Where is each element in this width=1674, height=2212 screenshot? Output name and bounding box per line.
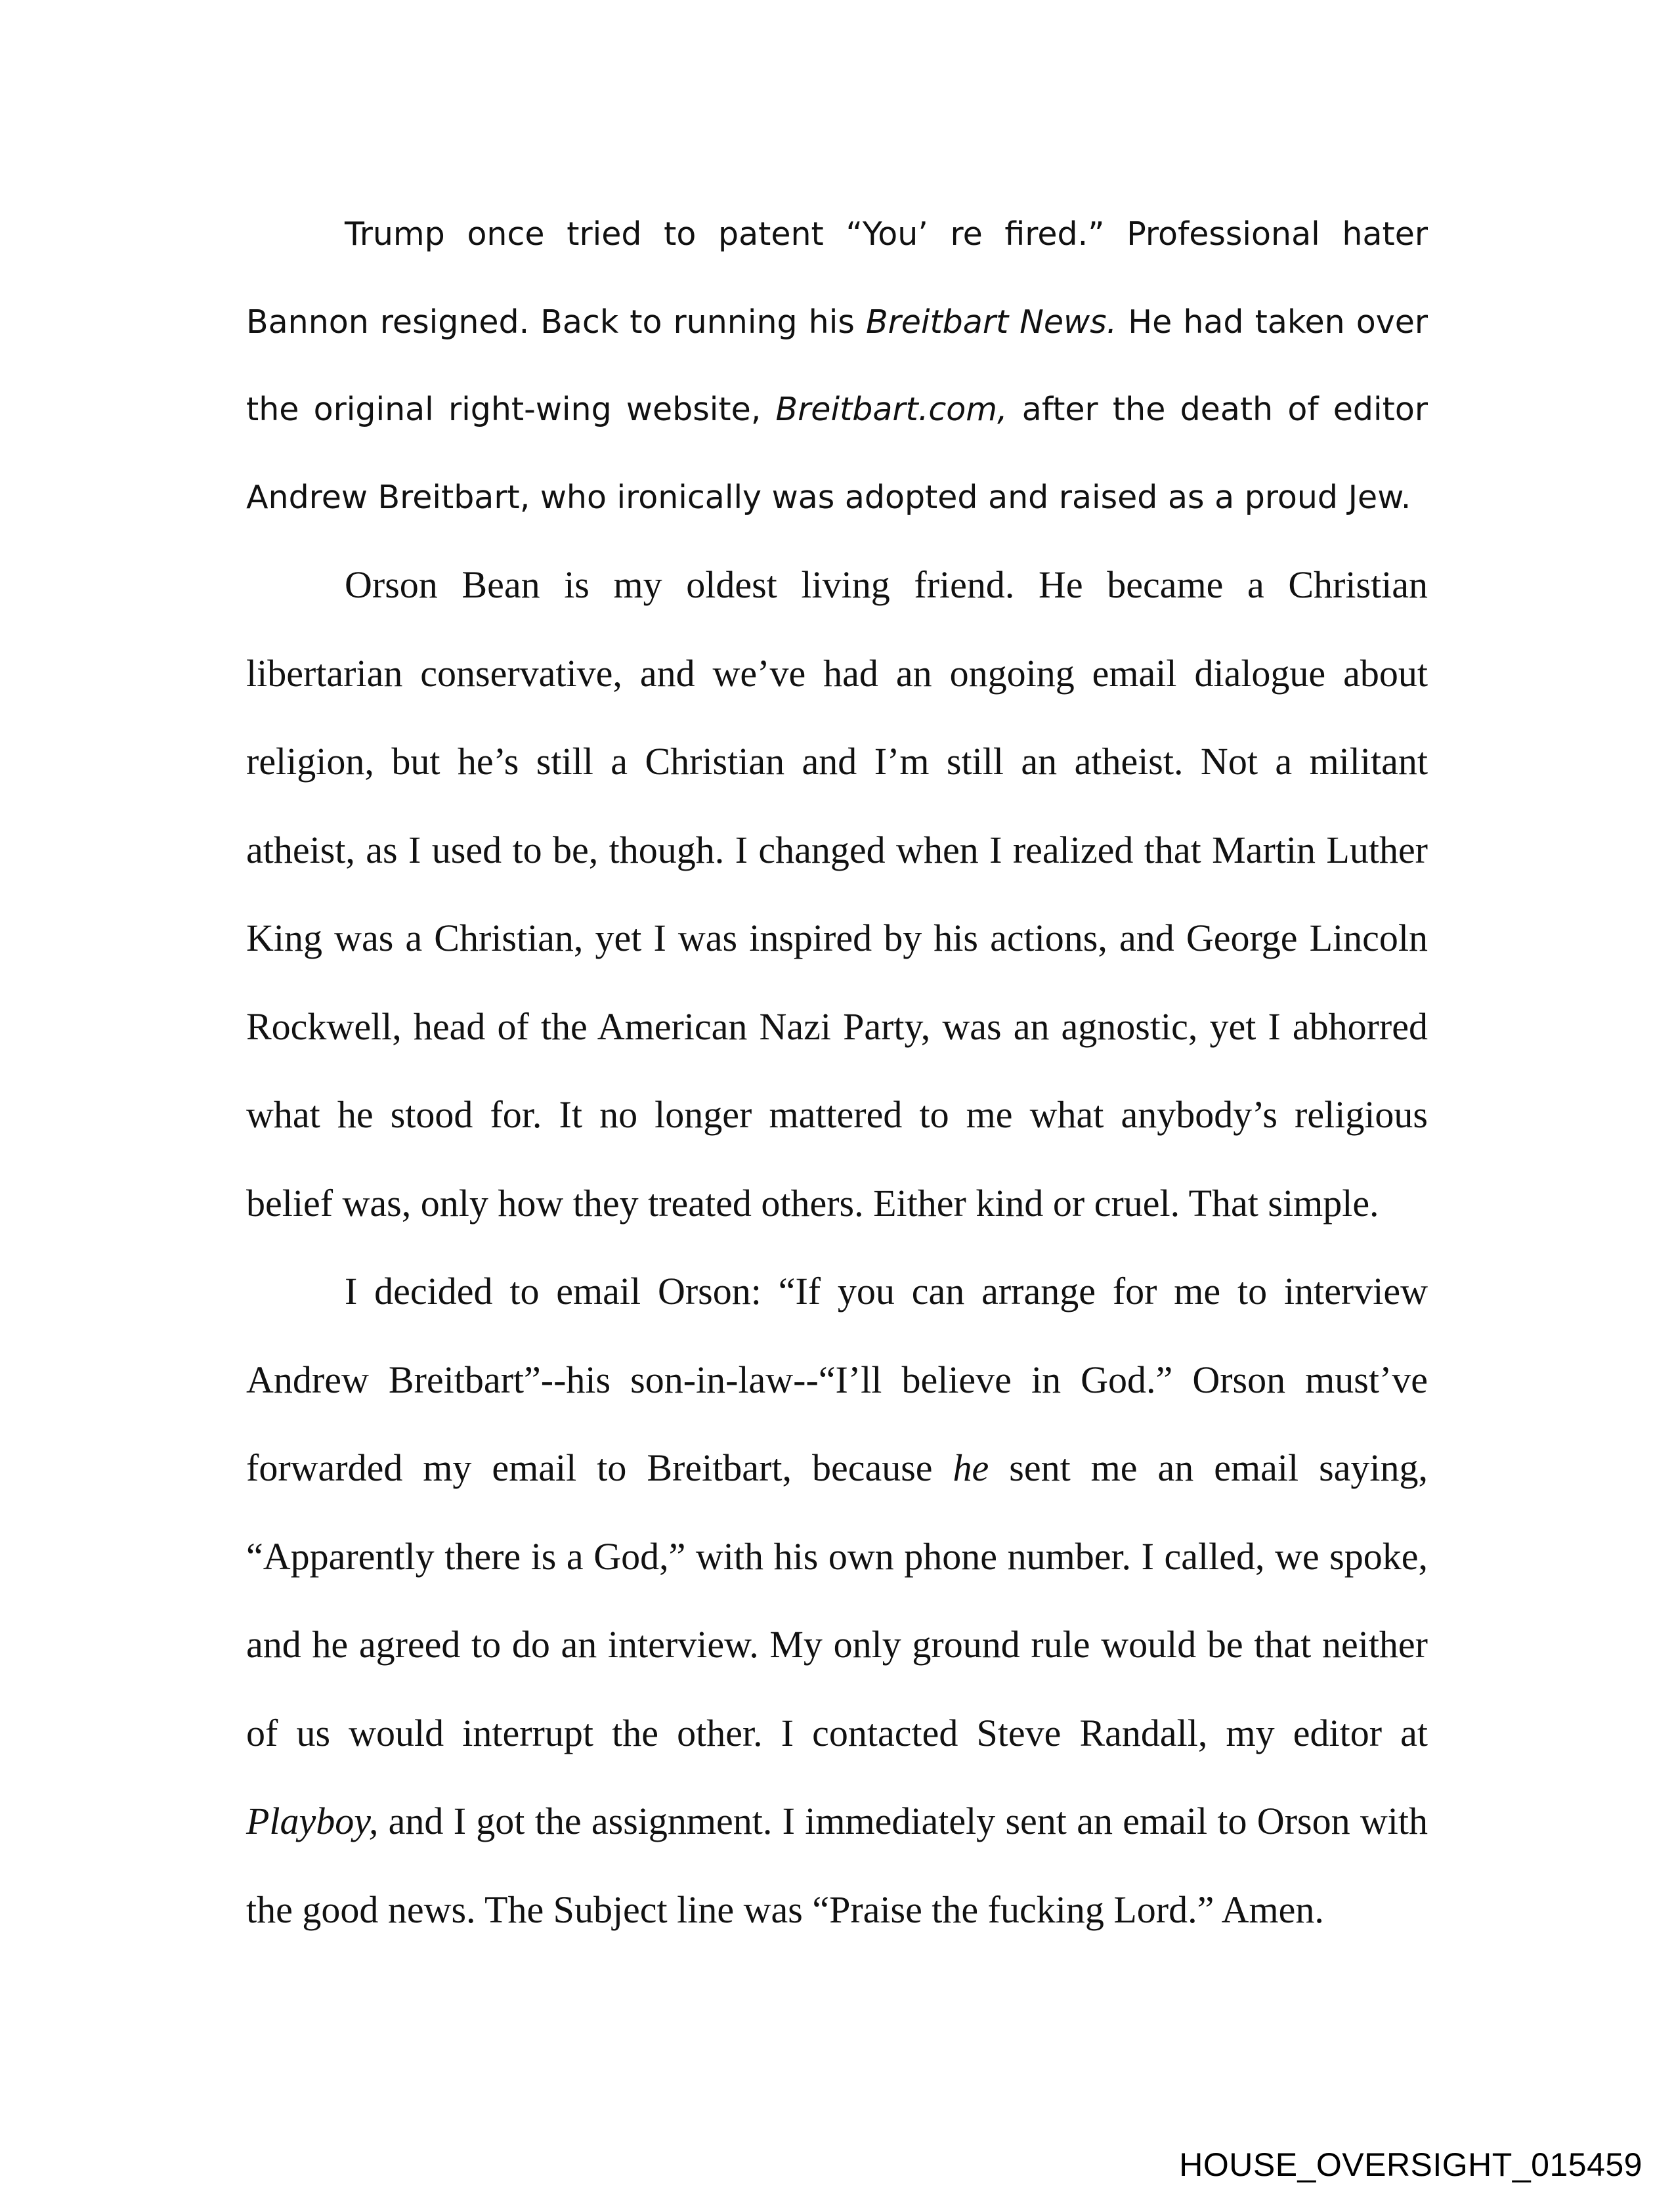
publication-title: Breitbart News. (865, 303, 1117, 341)
bates-number: HOUSE_OVERSIGHT_015459 (1179, 2146, 1642, 2183)
publication-title: Playboy, (246, 1800, 379, 1842)
paragraph-bannon-breitbart (246, 190, 1428, 541)
text-run: He had taken over the original right-wing website, (246, 303, 1428, 428)
paragraph-orson-bean (246, 541, 1428, 1247)
website-name: Breitbart.com, (775, 391, 1008, 428)
emphasized-word: he (953, 1446, 989, 1489)
document-body (246, 190, 1428, 1954)
text-run: after the death of editor Andrew Breitbart, who ironically was adopted and raised as a proud Jew. (246, 391, 1428, 516)
text-run: I decided to email Orson: “If you can arrange for me to interview Andrew Breitbart”--his son-in-law--“I’ll believe in God.” Orson must’ve forwarded my email to Breitbart, because (246, 1270, 1428, 1489)
text-run: sent me an email saying, “Apparently there is a God,” with his own phone number. I called, we spoke, and he agreed to do an interview. My only ground rule would be that neither of us would interrupt the other. I contacted Steve Randall, my editor at (246, 1446, 1428, 1754)
text-run: Trump once tried to patent “You’ re fired.” Professional hater Bannon resigned. Back to running his (246, 215, 1428, 341)
paragraph-email-orson (246, 1247, 1428, 1954)
text-run: and I got the assignment. I immediately sent an email to Orson with the good news. The Subject line was “Praise the fucking Lord.” Amen. (246, 1800, 1428, 1931)
text-run: Orson Bean is my oldest living friend. He became a Christian libertarian conservative, and we’ve had an ongoing email dialogue about religion, but he’s still a Christian and I’m still an atheist. Not a militant atheist, as I used to be, though. I changed when I realized that Martin Luther King was a Christian, yet I was inspired by his actions, and George Lincoln Rockwell, head of the American Nazi Party, was an agnostic, yet I abhorred what he stood for. It no longer mattered to me what anybody’s religious belief was, only how they treated others. Either kind or cruel. That simple. (246, 563, 1428, 1225)
